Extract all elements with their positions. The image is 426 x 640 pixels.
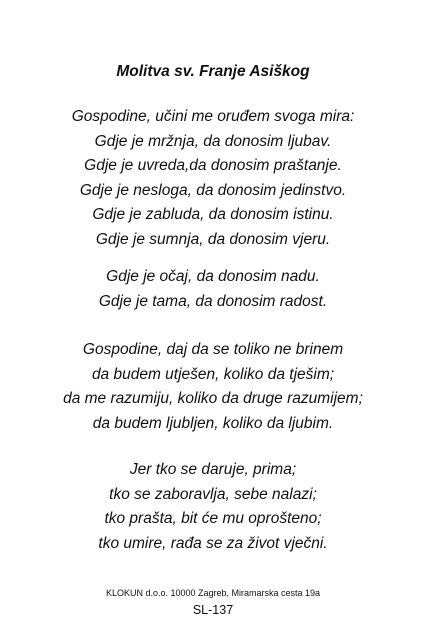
verse-line: Jer tko se daruje, prima; [129, 461, 297, 478]
verse-line: Gdje je zabluda, da donosim istinu. [92, 206, 334, 223]
stanza-3 [0, 338, 426, 436]
prayer-title: Molitva sv. Franje Asiškog [116, 63, 310, 80]
verse-line: Gdje je tama, da donosim radost. [98, 292, 328, 310]
verse-line: tko se zaboravlja, sebe nalazi; [109, 485, 317, 503]
verse-line: da budem ljubljen, koliko da ljubim. [92, 414, 334, 432]
verse-line: Gospodine, daj da se toliko ne brinem [82, 341, 344, 358]
product-code: SL-137 [192, 603, 234, 617]
verse-line: Gdje je nesloga, da donosim jedinstvo. [79, 181, 347, 199]
verse-line: Gdje je očaj, da donosim nadu. [106, 268, 320, 285]
verse-line: da me razumiju, koliko da druge razumijem; [63, 390, 363, 407]
stanza-2 [0, 265, 426, 314]
verse-line: da budem utješen, koliko da tješim; [91, 365, 335, 383]
publisher-address: KLOKUN d.o.o. 10000 Zagreb, Miramarska cesta 19a [105, 588, 321, 598]
verse-line: Gospodine, učini me oruđem svoga mira: [71, 108, 355, 125]
verse-line: tko umire, rađa se za život vječni. [98, 534, 328, 552]
stanza-1 [0, 105, 426, 252]
verse-line: tko prašta, bit će mu oprošteno; [104, 510, 322, 527]
verse-line: Gdje je sumnja, da donosim vjeru. [95, 230, 331, 248]
verse-line: Gdje je uvreda,da donosim praštanje. [84, 157, 342, 174]
verse-line: Gdje je mržnja, da donosim ljubav. [94, 132, 332, 150]
stanza-4 [0, 458, 426, 556]
